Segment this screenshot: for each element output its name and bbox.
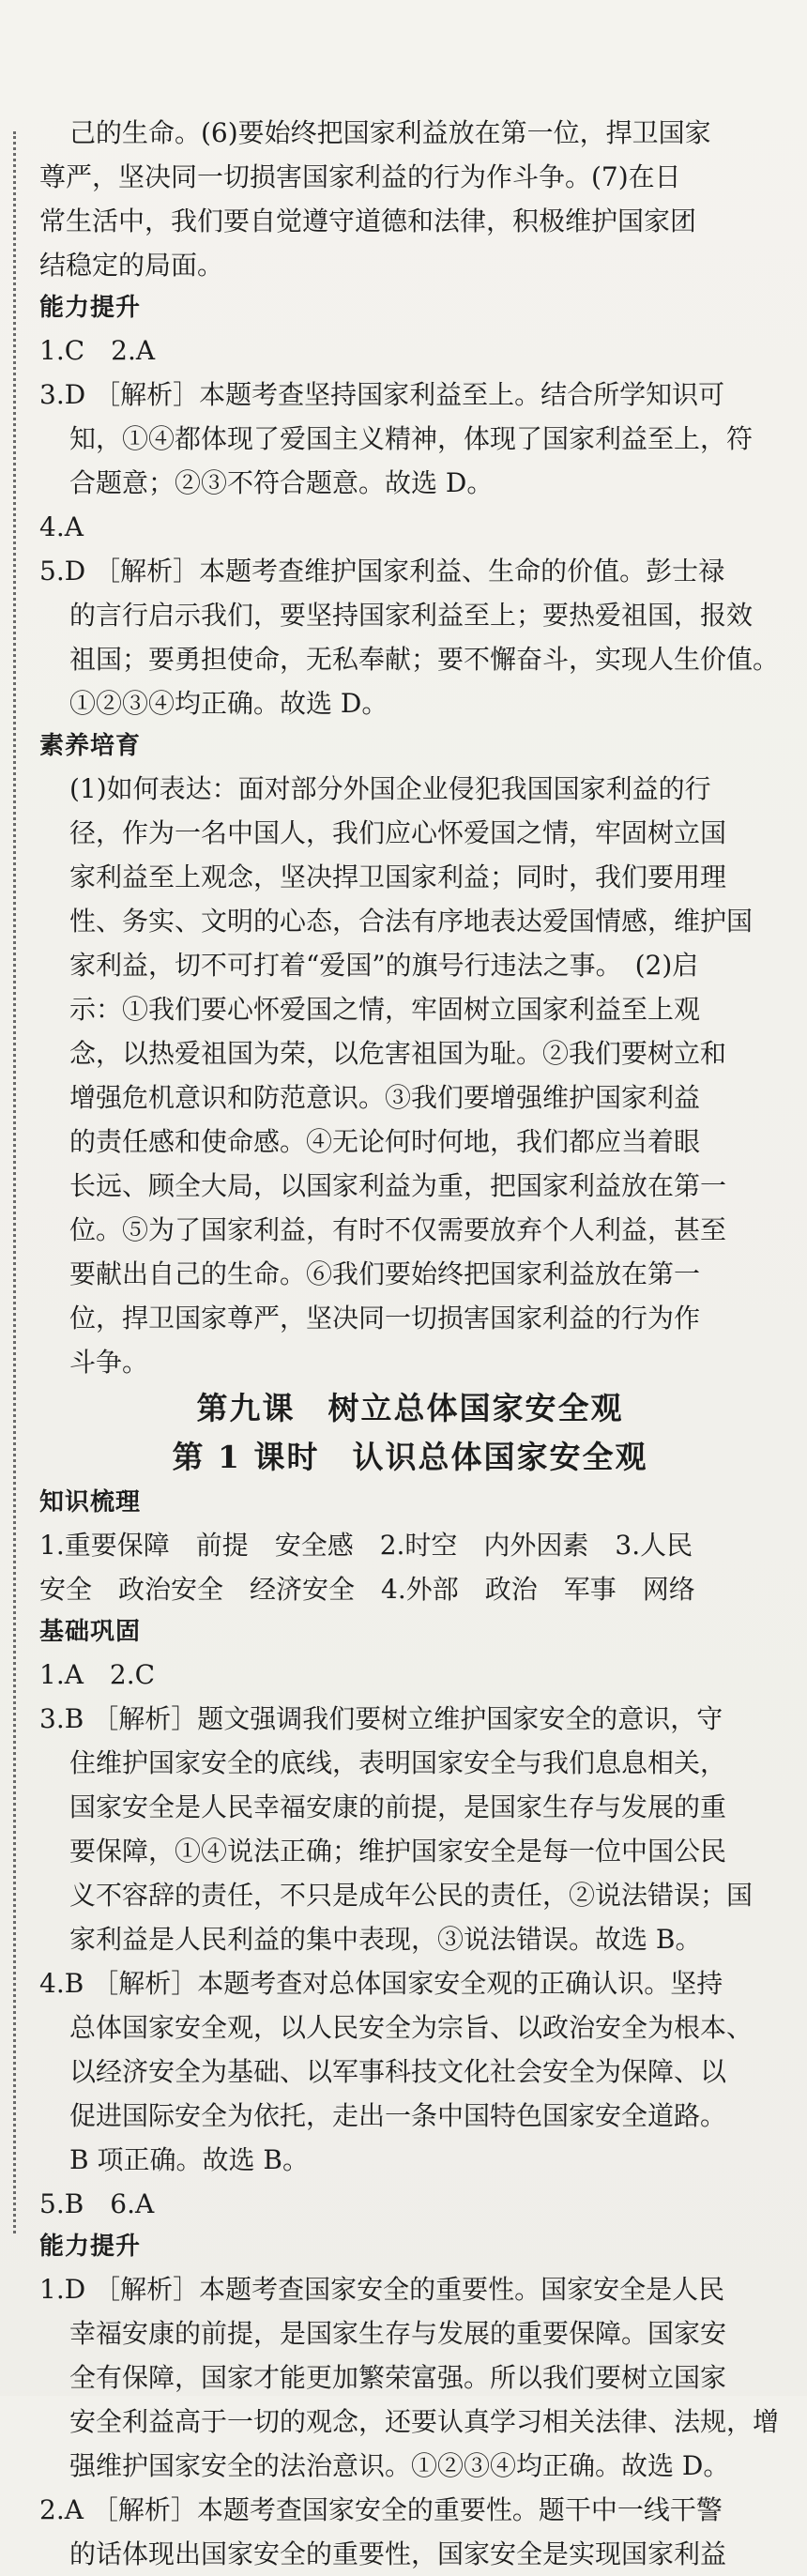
section-heading-literacy: 素养培育	[39, 732, 142, 760]
text-line: 长远、顾全大局，以国家利益为重，把国家利益放在第一	[69, 1170, 727, 1201]
text-line: 家利益至上观念，坚决捍卫国家利益；同时，我们要用理	[69, 861, 727, 892]
section-heading-ability: 能力提升	[39, 294, 142, 322]
answer-line: 要保障，①④说法正确；维护国家安全是每一位中国公民	[69, 1836, 727, 1867]
section-heading-ability: 能力提升	[39, 2233, 142, 2261]
answer-line: 3.B ［解析］题文强调我们要树立维护国家安全的意识，守	[39, 1703, 723, 1734]
answer-line: 的言行启示我们，要坚持国家利益至上；要热爱祖国，报效	[69, 600, 754, 631]
answer-line: 1.C 2.A	[39, 335, 156, 366]
answer-line: 2.A ［解析］本题考查国家安全的重要性。题干中一线干警	[39, 2494, 723, 2525]
text-line: 性、务实、文明的心态，合法有序地表达爱国情感，维护国	[69, 906, 754, 937]
answer-line: 家利益是人民利益的集中表现，③说法错误。故选 B。	[69, 1924, 702, 1955]
text-line: 家利益，切不可打着“爱国”的旗号行违法之事。 (2)启	[69, 950, 699, 981]
answer-content	[39, 111, 781, 2576]
answer-line: 1.重要保障 前提 安全感 2.时空 内外因素 3.人民	[39, 1530, 693, 1561]
text-line: 示：①我们要心怀爱国之情，牢固树立国家利益至上观	[69, 994, 701, 1025]
answer-line: 强维护国家安全的法治意识。①②③④均正确。故选 D。	[69, 2450, 730, 2481]
text-line: 径，作为一名中国人，我们应心怀爱国之情，牢固树立国	[69, 817, 727, 848]
answer-line: ①②③④均正确。故选 D。	[69, 688, 388, 719]
text-line: 要献出自己的生命。⑥我们要始终把国家利益放在第一	[69, 1258, 701, 1289]
text-line: 尊严，坚决同一切损害国家利益的行为作斗争。(7)在日	[39, 161, 681, 192]
answer-line: 以经济安全为基础、以军事科技文化社会安全为保障、以	[69, 2056, 727, 2087]
answer-line: 国家安全是人民幸福安康的前提，是国家生存与发展的重	[69, 1791, 727, 1822]
answer-line: 4.A	[39, 511, 84, 542]
text-line: 的责任感和使命感。④无论何时何地，我们都应当着眼	[69, 1126, 701, 1157]
text-line: 结稳定的局面。	[39, 250, 224, 281]
answer-line: 合题意；②③不符合题意。故选 D。	[69, 467, 494, 498]
answer-line: B 项正确。故选 B。	[69, 2144, 309, 2175]
answer-line: 祖国；要勇担使命，无私奉献；要不懈奋斗，实现人生价值。	[69, 644, 780, 675]
text-line: 增强危机意识和防范意识。③我们要增强维护国家利益	[69, 1082, 701, 1113]
lesson-title: 第九课 树立总体国家安全观	[196, 1390, 624, 1426]
text-line: 己的生命。(6)要始终把国家利益放在第一位，捍卫国家	[69, 117, 711, 148]
answer-line: 安全利益高于一切的观念，还要认真学习相关法律、法规，增	[69, 2406, 780, 2437]
answer-line: 4.B ［解析］本题考查对总体国家安全观的正确认识。坚持	[39, 1968, 723, 1999]
answer-line: 3.D ［解析］本题考查坚持国家利益至上。结合所学知识可	[39, 379, 725, 410]
answer-line: 幸福安康的前提，是国家生存与发展的重要保障。国家安	[69, 2318, 727, 2349]
answer-line: 的话体现出国家安全的重要性，国家安全是实现国家利益	[69, 2538, 727, 2569]
answer-line: 5.D ［解析］本题考查维护国家利益、生命的价值。彭士禄	[39, 556, 725, 587]
text-line: 斗争。	[69, 1347, 149, 1378]
answer-line: 义不容辞的责任，不只是成年公民的责任，②说法错误；国	[69, 1880, 754, 1911]
intro-paragraph	[39, 111, 781, 287]
text-line: (1)如何表达：面对部分外国企业侵犯我国国家利益的行	[69, 773, 711, 804]
text-line: 常生活中，我们要自觉遵守道德和法律，积极维护国家团	[39, 206, 697, 236]
answer-line: 1.D ［解析］本题考查国家安全的重要性。国家安全是人民	[39, 2274, 725, 2305]
answer-line: 住维护国家安全的底线，表明国家安全与我们息息相关，	[69, 1747, 727, 1778]
literacy-paragraph	[39, 767, 781, 1384]
answer-line: 全有保障，国家才能更加繁荣富强。所以我们要树立国家	[69, 2362, 727, 2393]
answer-line: 知，①④都体现了爱国主义精神，体现了国家利益至上，符	[69, 423, 754, 454]
answer-line: 促进国际安全为依托，走出一条中国特色国家安全道路。	[69, 2100, 727, 2131]
answer-line: 安全 政治安全 经济安全 4.外部 政治 军事 网络	[39, 1574, 695, 1605]
answer-line: 总体国家安全观，以人民安全为宗旨、以政治安全为根本、	[69, 2012, 754, 2043]
text-line: 位。⑤为了国家利益，有时不仅需要放弃个人利益，甚至	[69, 1214, 727, 1245]
text-line: 位，捍卫国家尊严，坚决同一切损害国家利益的行为作	[69, 1303, 701, 1334]
section-heading-foundation: 基础巩固	[39, 1618, 142, 1646]
answer-line: 5.B 6.A	[39, 2188, 155, 2219]
section-heading-knowledge: 知识梳理	[39, 1488, 142, 1517]
binding-margin-dotted-line	[13, 131, 16, 2233]
text-line: 念，以热爱祖国为荣，以危害祖国为耻。②我们要树立和	[69, 1038, 727, 1069]
answer-line: 1.A 2.C	[39, 1659, 156, 1690]
lesson-subtitle: 第 1 课时 认识总体国家安全观	[172, 1439, 648, 1475]
